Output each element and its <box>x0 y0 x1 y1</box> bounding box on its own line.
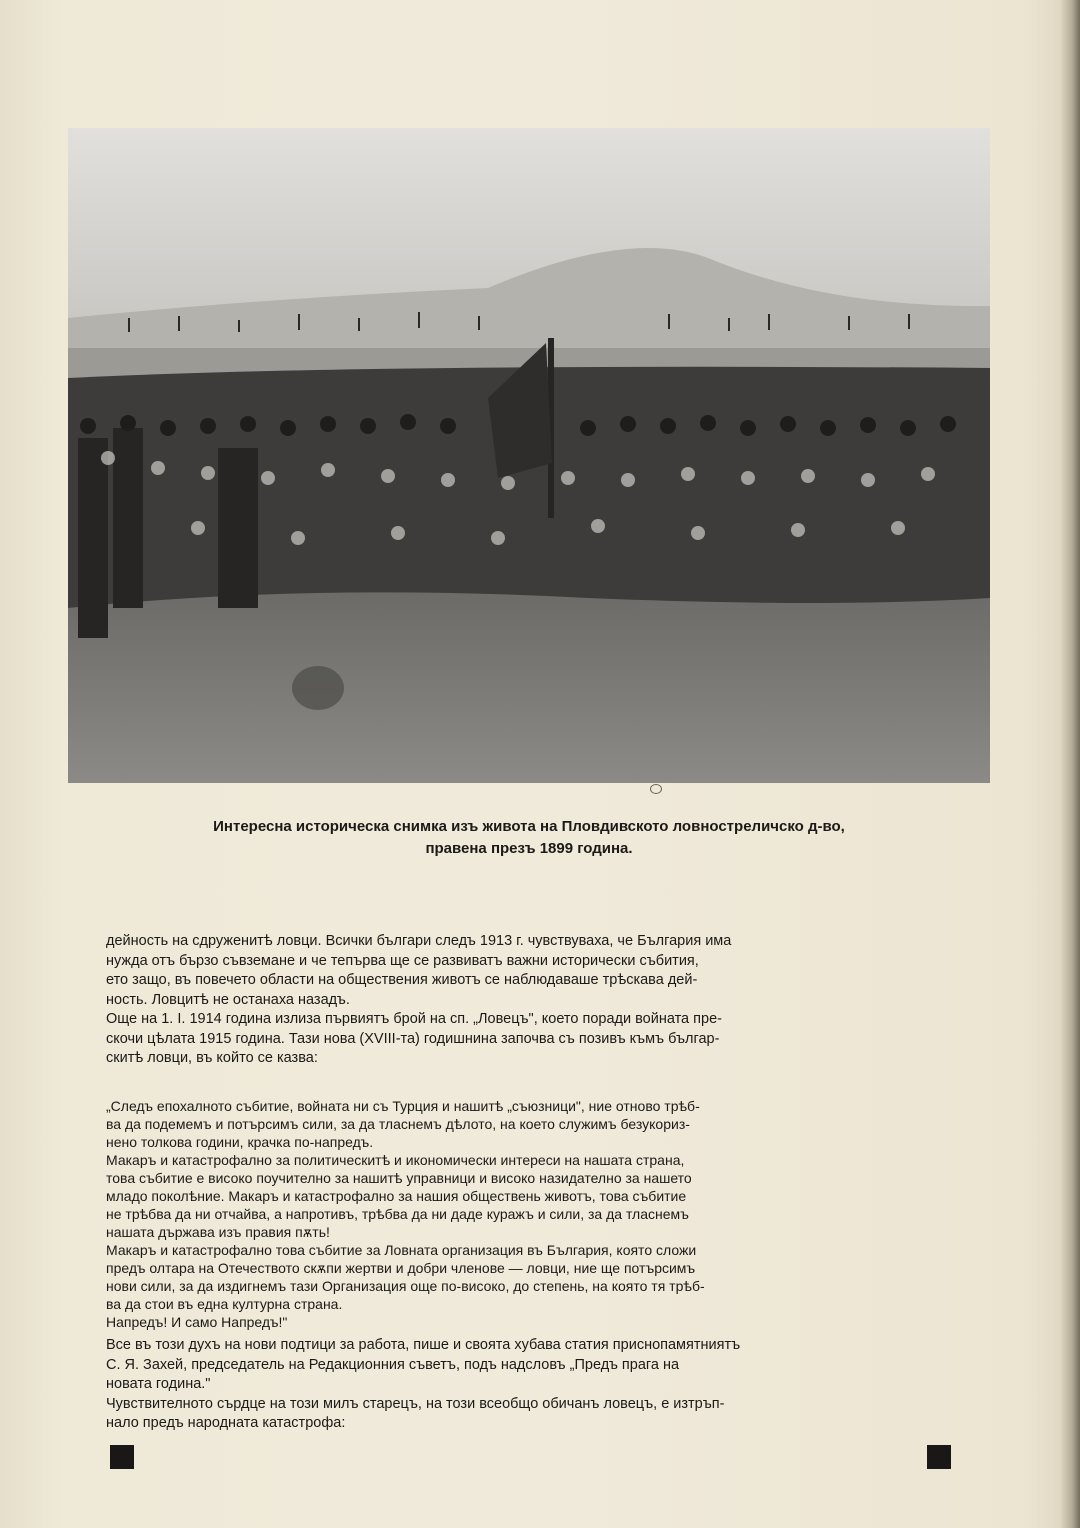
text-line: предъ олтара на Отечеството скѫпи жертви и добри членове — ловци, ние ще потърсимъ <box>106 1260 696 1276</box>
paragraph-closing <box>106 1336 956 1434</box>
text-line: Напредъ! И само Напредъ!" <box>106 1314 288 1330</box>
text-line: Все въ този духъ на нови подтици за работа, пише и своята хубава статия приснопамятниятъ <box>106 1337 741 1353</box>
text-line: скочи цѣлата 1915 година. Тази нова (XVIII-та) годишнина започва съ позивъ къмъ българ- <box>106 1030 720 1047</box>
text-line: нено толкова години, крачка по-напредъ. <box>106 1134 374 1150</box>
print-registration-mark-right <box>927 1445 951 1469</box>
ink-mark <box>650 784 662 794</box>
text-line: това събитие е високо поучително за нашитѣ управници и високо назидателно за нашето <box>106 1170 692 1186</box>
text-line: новата година." <box>106 1376 211 1392</box>
text-line: „Следъ епохалното събитие, войната ни съ Турция и нашитѣ „съюзници", ние отново трѣб- <box>106 1098 700 1114</box>
historical-group-photo <box>68 128 990 783</box>
text-line: Още на 1. I. 1914 година излиза първиятъ брой на сп. „Ловецъ", което поради войната пре- <box>106 1011 722 1027</box>
paragraph-intro <box>106 932 956 1069</box>
text-line: ва да подемемъ и потърсимъ сили, за да тласнемъ дѣлото, на което служимъ безукориз- <box>106 1116 690 1132</box>
text-line: Макаръ и катастрофално за политическитѣ и икономически интереси на нашата страна, <box>106 1152 685 1168</box>
text-line: ето защо, въ повечето области на обществения животъ се наблюдаваше трѣскава дей- <box>106 972 698 988</box>
page-edge-shadow <box>1060 0 1080 1528</box>
text-line: Макаръ и катастрофално това събитие за Ловната организация въ България, която сложи <box>106 1242 697 1258</box>
quoted-appeal <box>106 1097 956 1331</box>
text-line: младо поколѣние. Макаръ и катастрофално за нашия обществень животъ, това събитие <box>106 1188 687 1204</box>
text-line: нало предъ народната катастрофа: <box>106 1415 346 1431</box>
caption-line: правена презъ 1899 година. <box>425 840 633 857</box>
text-line: дейность на сдруженитѣ ловци. Всички българи следъ 1913 г. чувствуваха, че България има <box>106 933 732 949</box>
text-line: Чувствителното сърдце на този милъ старецъ, на този всеобщо обичанъ ловецъ, е изтръп- <box>106 1395 725 1412</box>
text-line: ва да стои въ една културна страна. <box>106 1296 343 1312</box>
text-line: скитѣ ловци, въ който се казва: <box>106 1050 318 1066</box>
text-line: ность. Ловцитѣ не останаха назадъ. <box>106 991 350 1008</box>
print-registration-mark-left <box>110 1445 134 1469</box>
text-line: не трѣбва да ни отчайва, а напротивъ, трѣбва да ни даде куражъ и сили, за да тласнемъ <box>106 1206 689 1222</box>
text-line: С. Я. Захей, председатель на Редакционния съветъ, подъ надсловъ „Предъ прага на <box>106 1356 680 1373</box>
photo-caption <box>68 816 990 860</box>
text-line: нужда отъ бързо съвземане и че тепърва ще се развиватъ важни исторически събития, <box>106 952 699 969</box>
group-photo-image <box>68 128 990 783</box>
text-line: нови сили, за да издигнемъ тази Организация още по-високо, до степень, на която тя трѣб- <box>106 1278 705 1294</box>
text-line: нашата държава изъ правия пѫть! <box>106 1224 330 1240</box>
caption-line: Интересна историческа снимка изъ живота на Пловдивското ловностреличско д-во, <box>213 818 845 835</box>
